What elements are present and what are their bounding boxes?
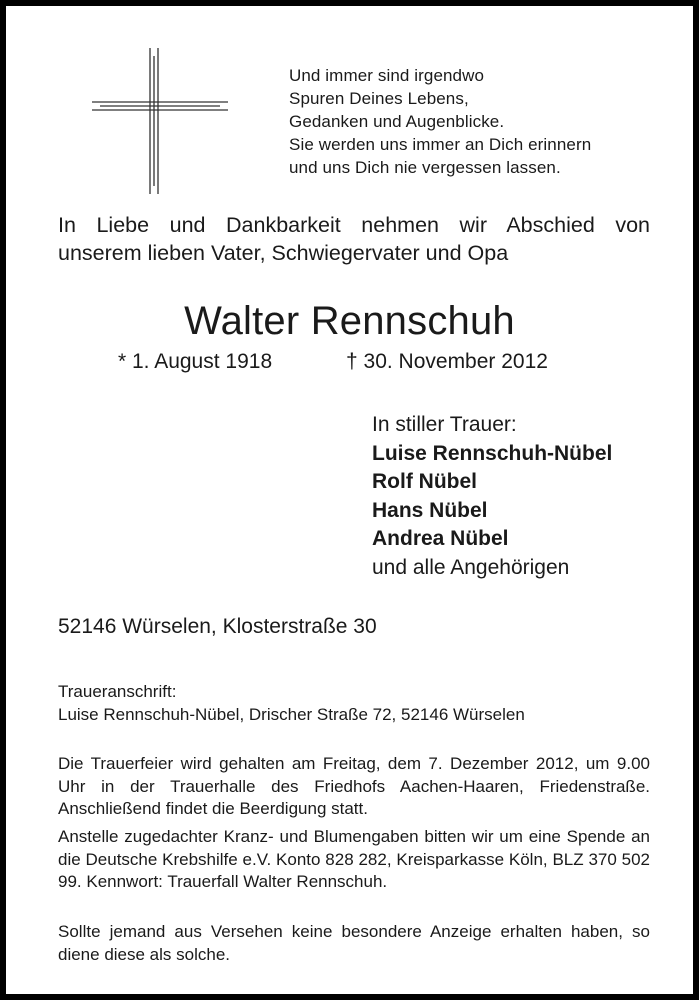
cross-icon (90, 46, 230, 196)
funeral-info-paragraph: Die Trauerfeier wird gehalten am Freitag, dem 7. Dezember 2012, um 9.00 Uhr in der Trauerhalle des Friedhofs Aachen-Haaren, Friedenstraße. Anschließend findet die Beerdigung statt. (58, 754, 650, 819)
mourning-address (58, 680, 525, 726)
mourners-heading: In stiller Trauer: (372, 413, 517, 436)
deceased-name: Walter Rennschuh (184, 299, 515, 343)
mourning-address-value: Luise Rennschuh-Nübel, Drischer Straße 72, 52146 Würselen (58, 705, 525, 724)
donation-paragraph: Anstelle zugedachter Kranz- und Blumengaben bitten wir um eine Spende an die Deutsche Krebshilfe e.V. Konto 828 282, Kreisparkasse Köln, BLZ 370 502 99. Kennwort: Trauerfall Walter Rennschuh. (58, 827, 650, 892)
memorial-poem (289, 64, 591, 179)
mourners-block (372, 411, 612, 582)
farewell-relationship: unserem lieben Vater, Schwiegervater und Opa (58, 241, 509, 265)
poem-line: Sie werden uns immer an Dich erinnern (289, 135, 592, 154)
poem-line: und uns Dich nie vergessen lassen. (289, 158, 561, 177)
poem-line: Gedanken und Augenblicke. (289, 112, 505, 131)
mourners-closing: und alle Angehörigen (372, 555, 570, 579)
residence-address: 52146 Würselen, Klosterstraße 30 (58, 615, 377, 638)
birth-date: * 1. August 1918 (118, 350, 273, 373)
farewell-intro: In Liebe und Dankbarkeit nehmen wir Abschied von (58, 213, 650, 237)
mourner-name: Andrea Nübel (372, 527, 509, 550)
mourner-name: Rolf Nübel (372, 470, 477, 493)
death-date: † 30. November 2012 (346, 350, 548, 373)
mourning-address-label: Traueranschrift: (58, 682, 177, 701)
poem-line: Spuren Deines Lebens, (289, 89, 469, 108)
mourner-name: Luise Rennschuh-Nübel (372, 441, 613, 465)
mourner-name: Hans Nübel (372, 498, 488, 522)
poem-line: Und immer sind irgendwo (289, 66, 485, 85)
notice-paragraph: Sollte jemand aus Versehen keine besondere Anzeige erhalten haben, so diene diese als solche. (58, 922, 650, 964)
